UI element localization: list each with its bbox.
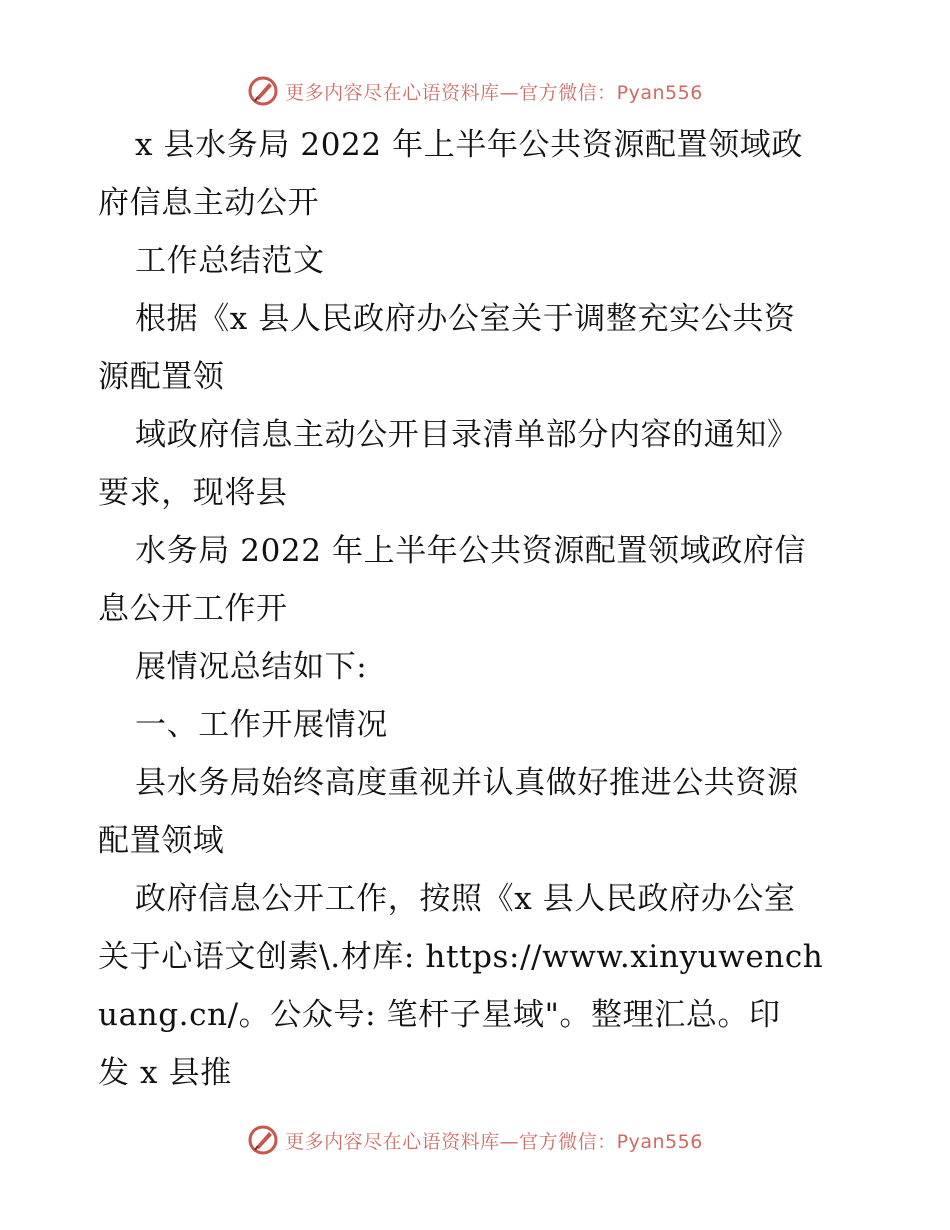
footer-banner-text: 更多内容尽在心语资料库—官方微信：Pyan556: [285, 1130, 703, 1153]
text-line: 息公开工作开: [98, 591, 288, 627]
header-banner: [0, 71, 950, 111]
document-body: [98, 116, 858, 1102]
text-line: 根据《x 县人民政府办公室关于调整充实公共资: [135, 301, 796, 337]
text-line: 府信息主动公开: [98, 185, 320, 221]
text-line: x 县水务局 2022 年上半年公共资源配置领域政: [135, 127, 803, 163]
text-line: uang.cn/。公众号: 笔杆子星域"。整理汇总。印: [98, 997, 781, 1033]
text-line: 政府信息公开工作，按照《x 县人民政府办公室: [135, 881, 796, 917]
text-line: 发 x 县推: [98, 1055, 232, 1091]
text-line: 展情况总结如下:: [135, 649, 368, 685]
footer-banner: [0, 1120, 950, 1160]
text-line: 水务局 2022 年上半年公共资源配置领域政府信: [135, 533, 806, 569]
text-line: 关于心语文创素\.材库: https://www.xinyuwench: [98, 939, 824, 975]
text-line: 配置领域: [98, 823, 225, 859]
section-heading: 一、工作开展情况: [135, 707, 388, 743]
text-line: 工作总结范文: [135, 243, 325, 279]
text-line: 源配置领: [98, 359, 225, 395]
header-banner-text: 更多内容尽在心语资料库—官方微信：Pyan556: [285, 81, 703, 104]
text-line: 要求，现将县: [98, 475, 288, 511]
quill-ink-logo-icon: [247, 75, 279, 107]
quill-ink-logo-icon: [247, 1124, 279, 1156]
text-line: 县水务局始终高度重视并认真做好推进公共资源: [135, 765, 799, 801]
text-line: 域政府信息主动公开目录清单部分内容的通知》: [135, 417, 799, 453]
